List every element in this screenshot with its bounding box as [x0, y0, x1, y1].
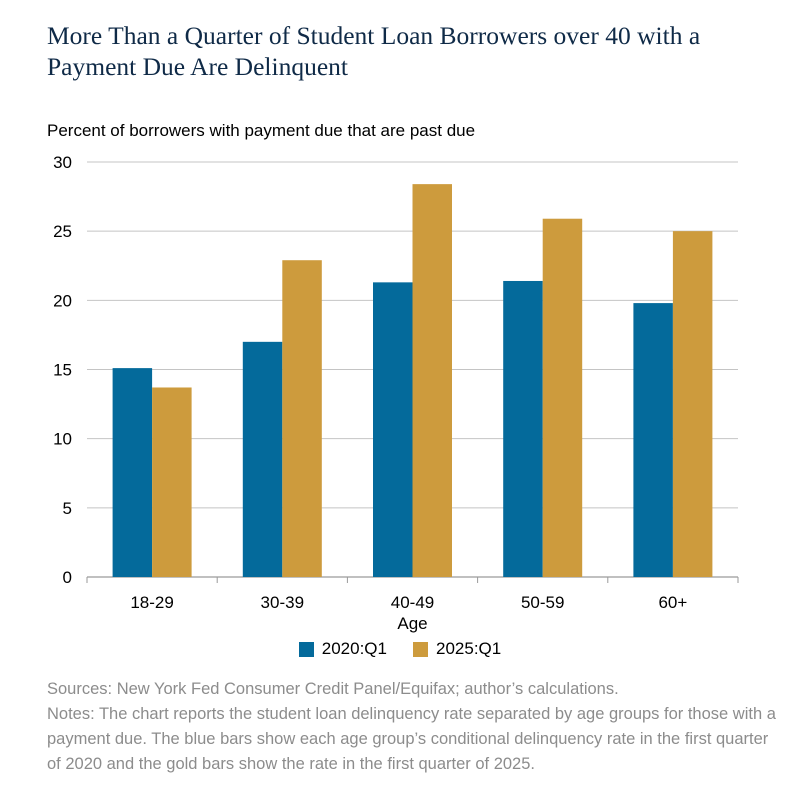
bar-2025-Q1-30-39: [282, 260, 322, 577]
y-tick-label: 30: [53, 153, 72, 172]
bar-2020-Q1-30-39: [243, 342, 282, 577]
x-tick-label: 50-59: [520, 593, 565, 612]
footer: [47, 677, 777, 777]
legend-label-2020: 2020:Q1: [321, 639, 387, 658]
y-tick-label: 20: [53, 291, 72, 311]
notes-text: Notes: The chart reports the student loan delinquency rate separated by age groups for those with a payment due. The blue bars show each age group’s conditional delinquency rate in the first quarter of 2020 and the gold bars show the rate in the first quarter of 2025.: [47, 705, 776, 773]
bar-2025-Q1-40-49: [413, 184, 453, 577]
legend-swatch-2020: [299, 642, 314, 657]
y-tick-label: 5: [62, 498, 72, 518]
bar-2025-Q1-50-59: [543, 219, 583, 577]
chart-title: More Than a Quarter of Student Loan Borrowers over 40 with a Payment Due Are Delinquent: [47, 21, 701, 81]
bar-2020-Q1-18-29: [113, 368, 153, 577]
legend-item-2020: [299, 639, 387, 659]
x-tick-label: 40-49: [390, 593, 435, 612]
x-tick-label: 60+: [658, 593, 688, 612]
bar-2020-Q1-40-49: [373, 282, 413, 577]
x-tick-label: 18-29: [130, 593, 174, 612]
y-axis-label: Percent of borrowers with payment due that are past due: [47, 121, 476, 140]
sources-note: Sources: New York Fed Consumer Credit Panel/Equifax; author’s calculations.: [47, 680, 619, 698]
legend-swatch-2025: [413, 642, 428, 657]
x-tick-label: 30-39: [260, 593, 305, 612]
bar-2020-Q1-60+: [633, 303, 673, 577]
y-tick-label: 0: [62, 568, 72, 587]
bar-2025-Q1-60+: [673, 231, 713, 577]
legend-label-2025: 2025:Q1: [436, 639, 502, 658]
y-tick-label: 15: [53, 360, 72, 380]
y-tick-label: 25: [53, 222, 72, 242]
legend: [0, 639, 800, 659]
bar-2020-Q1-50-59: [503, 281, 543, 577]
y-tick-label: 10: [53, 429, 72, 449]
x-axis-title: Age: [397, 614, 428, 633]
legend-item-2025: [413, 639, 501, 659]
bar-2025-Q1-18-29: [152, 387, 192, 577]
